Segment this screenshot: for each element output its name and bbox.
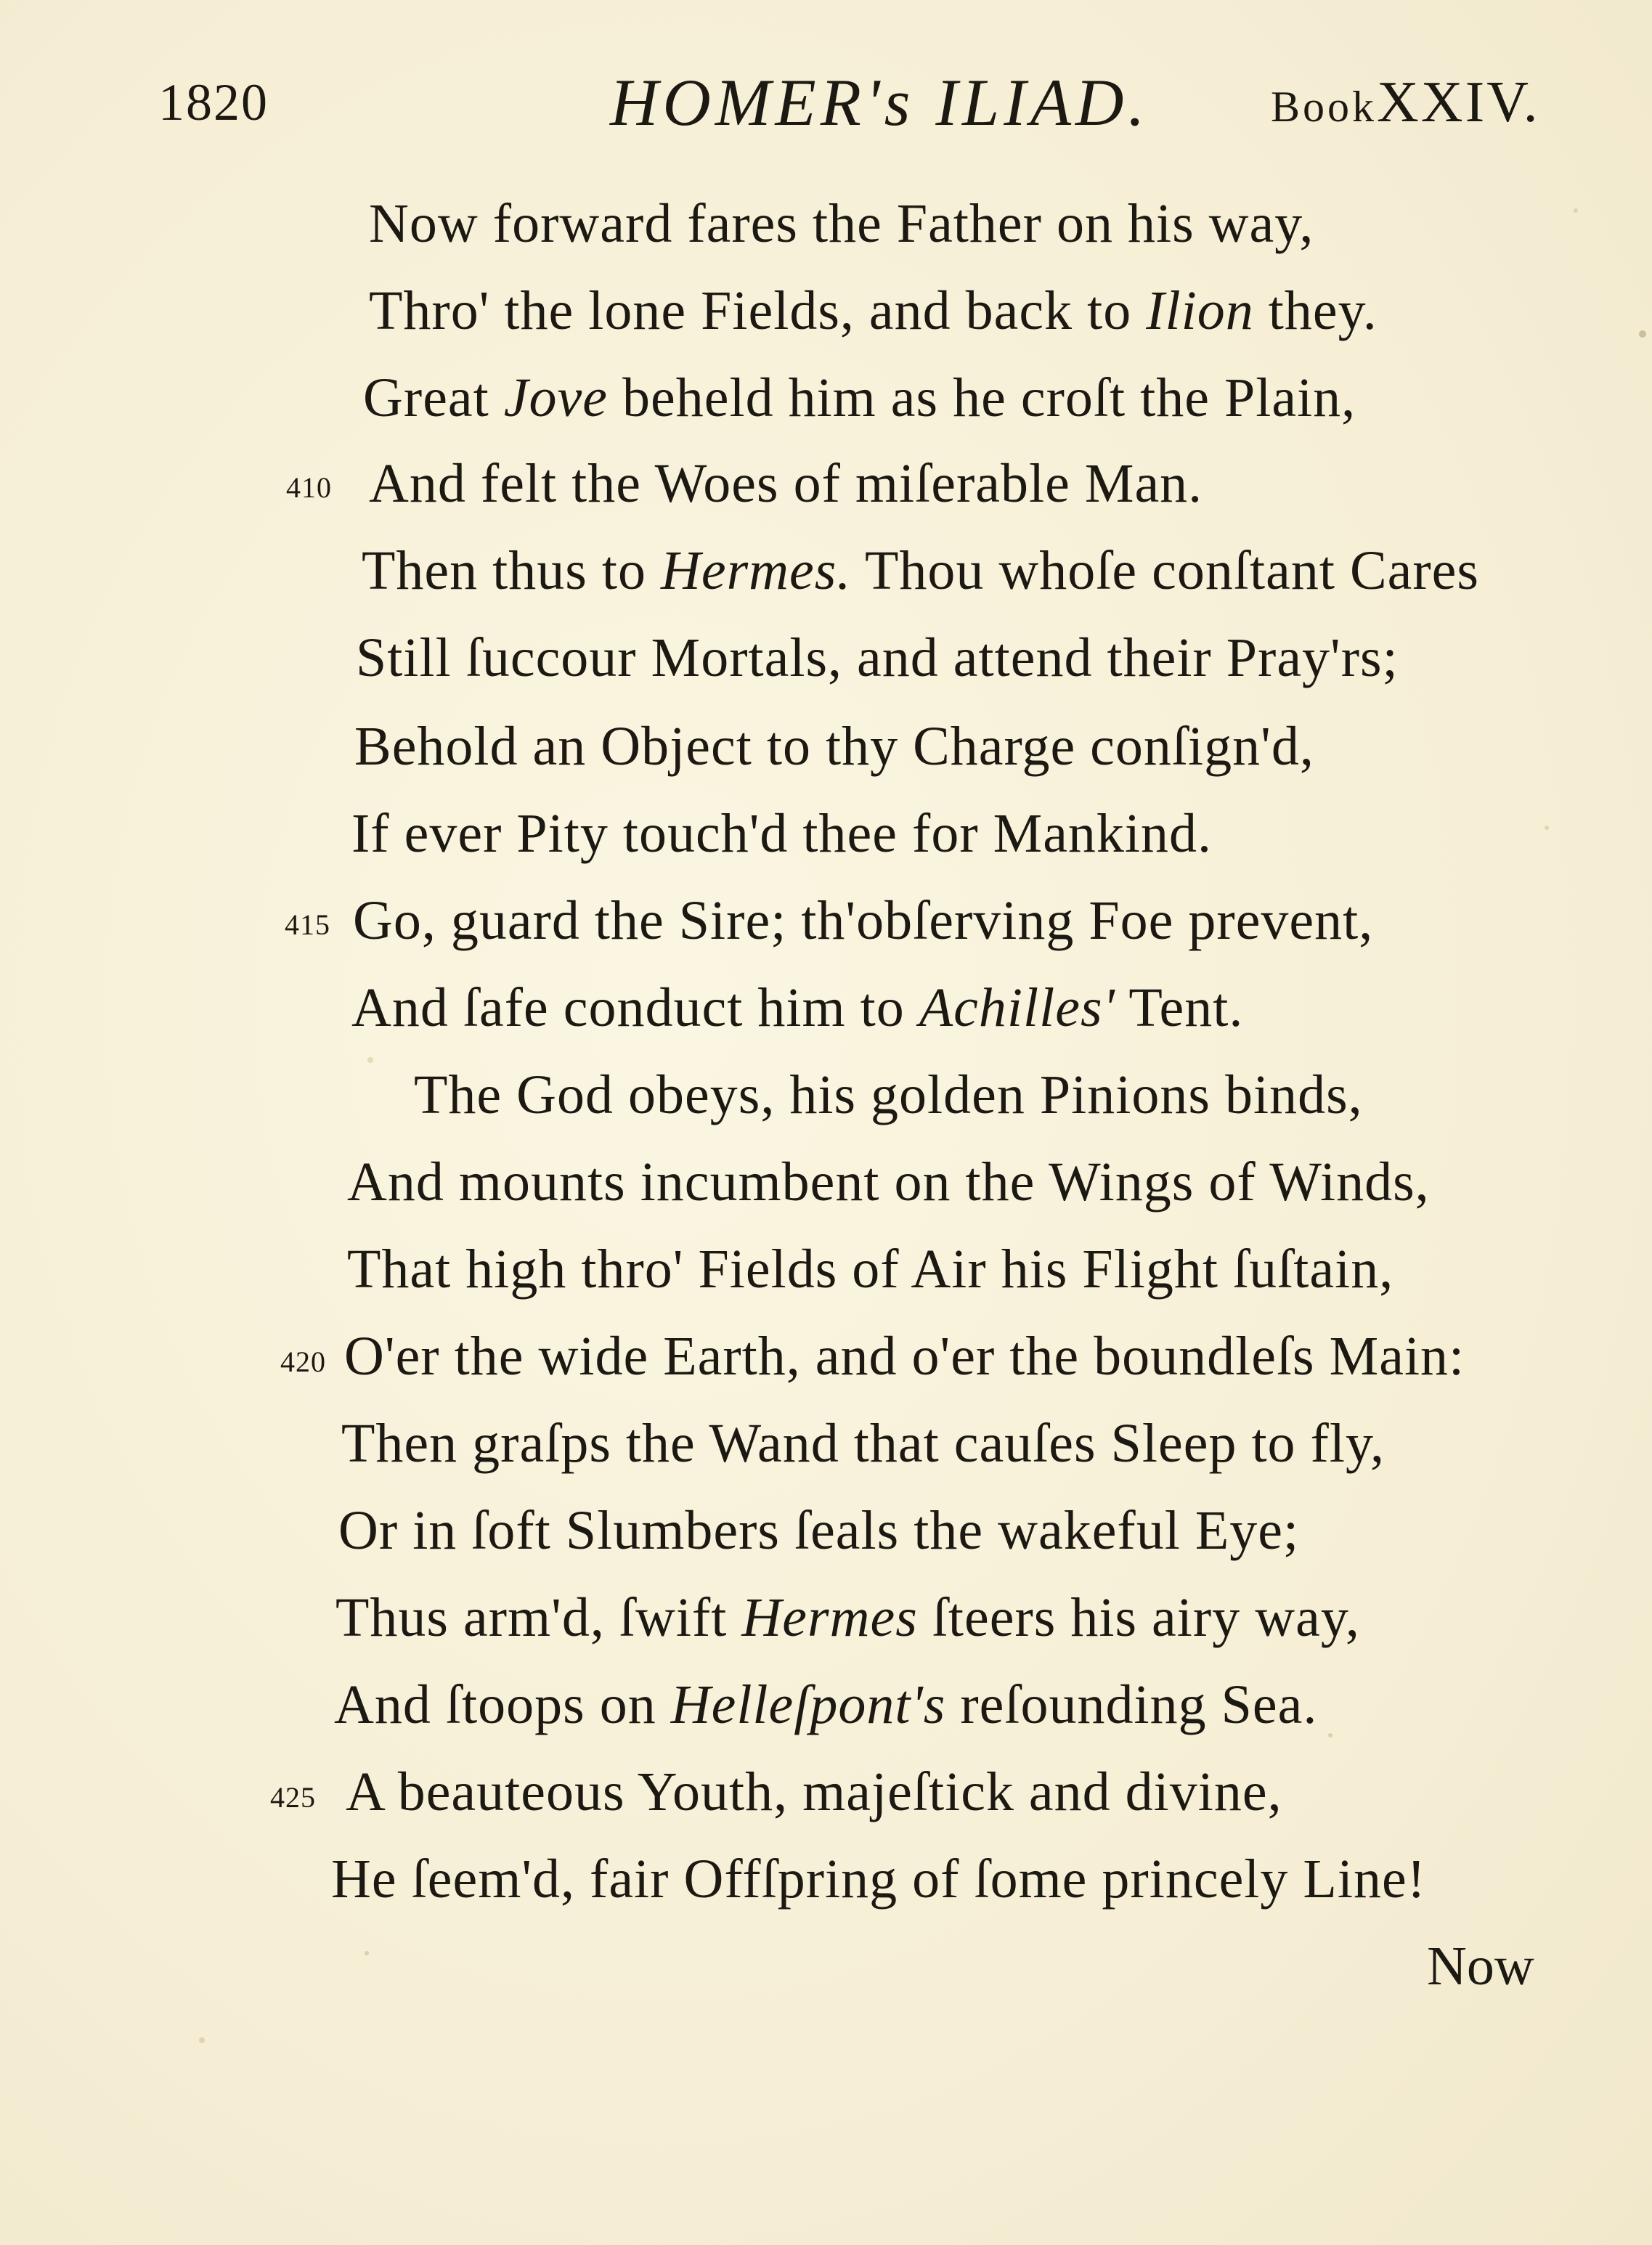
verse-text: Thou whoſe conſtant Cares — [851, 540, 1479, 601]
italic-name: Achilles' — [919, 977, 1115, 1038]
verse-line — [369, 453, 1203, 514]
verse-text: A beauteous Youth, majeſtick and divine, — [346, 1761, 1282, 1822]
verse-text: And felt the Woes of miſerable Man. — [369, 453, 1203, 514]
verse-text: That high thro' Fields of Air his Flight ſuſtain, — [347, 1239, 1394, 1300]
verse-line — [335, 1587, 1360, 1648]
italic-name: Helleſpont's — [670, 1674, 946, 1735]
verse-text: Then thus to — [362, 540, 661, 601]
book-number: XXIV. — [1377, 70, 1540, 134]
verse-line — [363, 367, 1356, 428]
verse-text: they. — [1253, 280, 1378, 341]
verse-text: The God obeys, his golden Pinions binds, — [414, 1064, 1363, 1125]
italic-name: Ilion — [1146, 280, 1254, 341]
verse-line — [341, 1413, 1386, 1474]
verse-line — [351, 803, 1213, 864]
verse-line — [369, 193, 1314, 254]
verse-line — [331, 1849, 1426, 1910]
verse-line — [338, 1500, 1300, 1561]
verse-text: O'er the wide Earth, and o'er the boundleſs Main: — [344, 1326, 1465, 1387]
verse-text: Thus arm'd, ſwift — [335, 1587, 742, 1648]
italic-name: Hermes. — [660, 540, 852, 601]
italic-name: Jove — [503, 367, 608, 428]
verse-line — [347, 1239, 1394, 1300]
catchword: Now — [1427, 1936, 1534, 1997]
line-number: 420 — [280, 1345, 326, 1378]
verse-text: beheld him as he croſt the Plain, — [607, 367, 1356, 428]
verse-text: And ſtoops on — [334, 1674, 671, 1735]
verse-line — [369, 280, 1378, 341]
verse-line — [344, 1326, 1465, 1387]
verse-line — [362, 540, 1479, 601]
italic-name: Hermes — [741, 1587, 918, 1648]
verse-text: Behold an Object to thy Charge conſign'd, — [354, 716, 1314, 777]
verse-text: Still ſuccour Mortals, and attend their Pray'rs; — [356, 627, 1399, 688]
verse-line — [351, 977, 1244, 1038]
verse-line — [356, 627, 1399, 688]
verse-line — [334, 1674, 1318, 1735]
verse-text: Or in ſoft Slumbers ſeals the wakeful Eye; — [338, 1500, 1300, 1561]
line-number: 415 — [285, 908, 330, 941]
line-number: 425 — [270, 1781, 316, 1814]
verse-text: Thro' the lone Fields, and back to — [369, 280, 1147, 341]
verse-line — [353, 890, 1374, 951]
book-prefix: Book — [1271, 83, 1378, 131]
page-number: 1820 — [158, 73, 269, 131]
verse-text: Then graſps the Wand that cauſes Sleep to fly, — [341, 1413, 1386, 1474]
verse-text: reſounding Sea. — [945, 1674, 1318, 1735]
verse-text: Great — [363, 367, 504, 428]
verse-text: Now forward fares the Father on his way, — [369, 193, 1314, 254]
line-number: 410 — [286, 471, 332, 504]
verse-line — [346, 1761, 1282, 1822]
verse-text: If ever Pity touch'd thee for Mankind. — [351, 803, 1213, 864]
book-title: HOMER's ILIAD. — [610, 65, 1150, 139]
verse-line — [414, 1064, 1363, 1125]
verse-text: Tent. — [1115, 977, 1244, 1038]
verse-line — [347, 1152, 1430, 1213]
verse-line — [354, 716, 1314, 777]
verse-text: He ſeem'd, fair Offſpring of ſome princely Line! — [331, 1849, 1426, 1910]
verse-text: Go, guard the Sire; th'obſerving Foe prevent, — [353, 890, 1374, 951]
verse-text: And ſafe conduct him to — [351, 977, 919, 1038]
verse-text: ſteers his airy way, — [917, 1587, 1360, 1648]
verse-text: And mounts incumbent on the Wings of Winds, — [347, 1152, 1430, 1213]
